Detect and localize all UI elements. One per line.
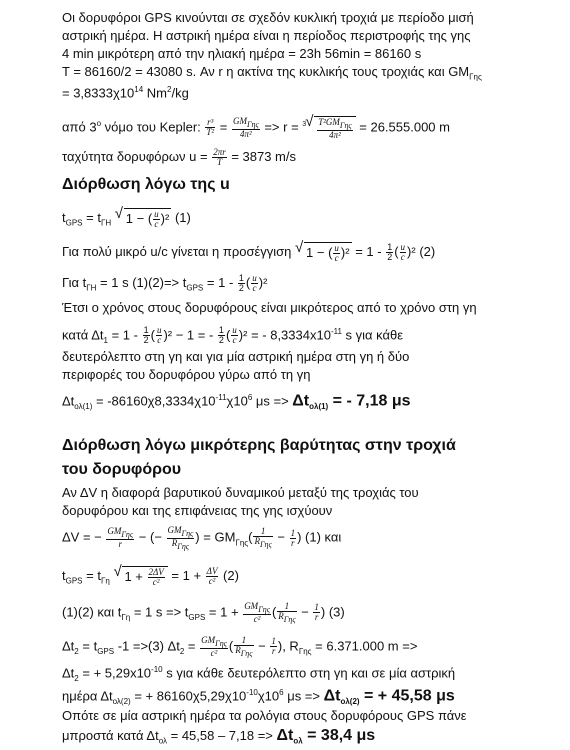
sqrt-term-3: √ 1 + $\frac{2\Delta V}{\text{c²}}$ <box>122 566 167 587</box>
eq-3: (1)(2) και $t_{\Gamma\eta} = 1$ $s => t_{GPS} = 1$ + $\frac{GM_{\Gamma\eta\varsigma}}{\text{c²}}$ ( $\frac{1}{R_{\Gamma\eta\varsigma}}$ − $\frac{1}{r}$ ) (3) <box>62 601 345 624</box>
cube-root: √ $\frac{T^2GM_{\Gamma\eta\varsigma}}{\text{4π²}}$ <box>314 116 355 140</box>
kepler-equation: από $3^o$ νόμο του Kepler: $\frac{\text{r³}}{\text{T²}}$ = $\frac{GM_{\Gamma\eta\varsigma}}{\text{4π²}}$ => r = $^3$ √ $\frac{T^2GM_{\Gamma\eta\varsigma}}{\text{4π²}}$ = 26.555.000 m <box>62 116 450 140</box>
p2-line7: περιφορές του δορυφόρου γύρω από τη γη <box>62 367 311 382</box>
p2-line6: δευτερόλεπτο στη γη και για μία αστρική ημέρα στη γη ή δύο <box>62 349 410 364</box>
p1-line3: 4 min μικρότερη από την ηλιακή ημέρα = 23h 56min = 86160 s <box>62 46 422 61</box>
eq-1: $t_{GPS} = t_{\Gamma H}$ √ 1 − ( $\frac{u}{c}$ )² (1) <box>62 208 191 232</box>
p3-line1: Αν ΔV η διαφορά βαρυτικού δυναμικού μεταξύ της τροχιάς του <box>62 485 419 500</box>
result-2: ημέρα $\Delta t_{o\lambda(2)}$ = + $86160\chi 5,29\chi 10^{-10}\chi 10^6$ $\mu s => \Delta t_{o\lambda(2)}$ = + 45,58 μs <box>62 687 455 706</box>
p3-line7: $\Delta t_2$ = + $5,29x10^{-10}$ s για κάθε δευτερόλεπτο στη γη και σε μία αστρική <box>62 665 456 683</box>
p3-line2: δορυφόρου και της επιφάνειας της γης ισχύουν <box>62 503 333 518</box>
p2-line4: Έτσι ο χρόνος στους δορυφόρους είναι μικρότερος από το χρόνο στη γη <box>62 300 477 315</box>
approximation-line: Για πολύ μικρό u/c γίνεται η προσέγγιση √ 1 − ( $\frac{u}{c}$ )² = 1 - $\frac{1}{2}$ ( $\frac{u}{c}$ )² (2) <box>62 242 435 263</box>
eq-tgps-2: $t_{GPS} = t_{\Gamma\eta}$ √ 1 + $\frac{2\Delta V}{\text{c²}}$ = 1 + $\frac{\Delta V}{\text{c²}}$ (2) <box>62 566 239 590</box>
eq-dt2: $\Delta t_2 = t_{GPS}$ -1 =>(3) $\Delta t_2$ = $\frac{GM_{\Gamma\eta\varsigma}}{\text{c²}}$ ( $\frac{1}{R_{\Gamma\eta\varsigma}}$ − $\frac{1}{r}$ ), $R_{\Gamma\eta\varsigma} = 6.371.000$ m => <box>62 635 418 658</box>
velocity-fraction: $\frac{2\pi r}{T}$ <box>213 147 226 167</box>
sqrt-term-2: √ 1 − ( $\frac{u}{c}$ )² <box>304 242 352 263</box>
eq-dt1: κατά $\Delta t_1 = 1$ - $\frac{1}{2}$ ( $\frac{u}{c}$ )² − 1 = - $\frac{1}{2}$ ( $\frac{u}{c}$ )² = - $8,3334x10^{-11}$ s για κάθε <box>62 325 404 346</box>
p1-line2: αστρική ημέρα. Η αστρική ημέρα είναι η περίοδος περιστροφής της γης <box>62 28 471 43</box>
p1-line4: T = 86160/2 = 43080 s. Αν r η ακτίνα της κυκλικής τους τροχιάς και $GM_{\Gamma\eta\varsigma}$ <box>62 64 482 82</box>
gm-over-4pi2-fraction: $\frac{GM_{\Gamma\eta\varsigma}}{\text{4π²}}$ <box>232 116 259 139</box>
r3-over-t2-fraction: $\frac{\text{r³}}{\text{T²}}$ <box>206 117 215 138</box>
section-heading-2b: του δορυφόρου <box>62 461 182 478</box>
p1-line5: = $3,8333\chi 10^{14}$ Nm$^2$/kg <box>62 85 189 101</box>
eq-tgps: Για $t_{\Gamma H} = 1$ s $(1)(2)=> t_{GPS} = 1$ - $\frac{1}{2}$ ( $\frac{u}{c}$ )² <box>62 273 268 293</box>
velocity-equation: ταχύτητα δορυφόρων u = $\frac{2\pi r}{T}$ = 3873 m/s <box>62 147 296 167</box>
section-heading-1: Διόρθωση λόγω της u <box>62 176 230 193</box>
section-heading-2a: Διόρθωση λόγω μικρότερης βαρύτητας στην τροχιά <box>62 437 456 454</box>
p3-line9: Οπότε σε μία αστρική ημέρα τα ρολόγια στους δορυφόρους GPS πάνε <box>62 708 467 723</box>
result-1: $\Delta t_{o\lambda(1)} = -86160\chi 8,3334\chi 10^{-11}\chi 10^6$ $\mu s => \Delta t_{o\lambda(1)}$ = - 7,18 μs <box>62 392 411 411</box>
eq-delta-v: ΔV = − $\frac{GM_{\Gamma\eta\varsigma}}{r}$ − (− $\frac{GM_{\Gamma\eta\varsigma}}{R_{\Gamma\eta\varsigma}}$ ) = $GM_{\Gamma\eta\varsigma}$( $\frac{1}{R_{\Gamma\eta\varsigma}}$ − $\frac{1}{r}$ ) (1) και <box>62 525 342 551</box>
p1-line1: Οι δορυφόροι GPS κινούνται σε σχεδόν κυκλική τροχιά με περίοδο μισή <box>62 10 474 25</box>
final-result: μπροστά κατά $\Delta t_{o\lambda} = 45,58 - 7,18 => \Delta t_{o\lambda} = 38,4$ μs <box>62 727 376 746</box>
sqrt-term: √ 1 − ( $\frac{u}{c}$ )² <box>124 208 172 229</box>
